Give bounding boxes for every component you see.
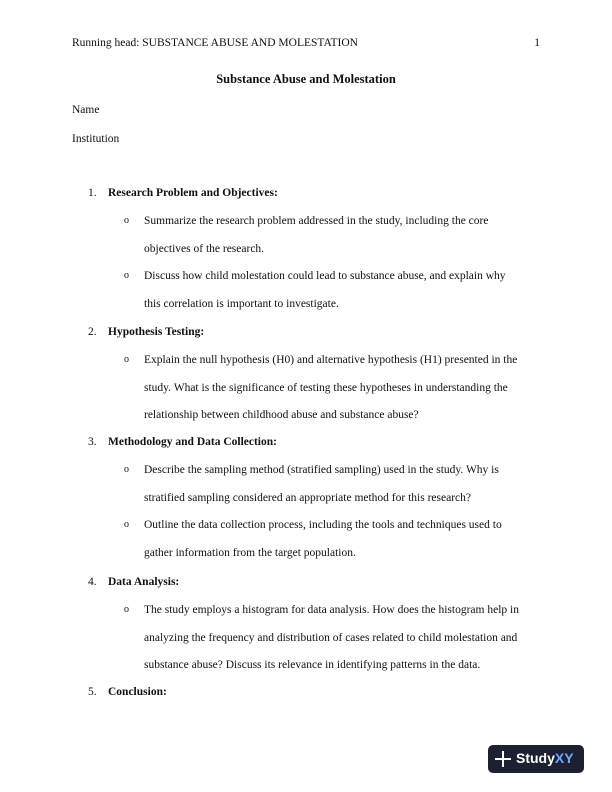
bullet-text-line: stratified sampling considered an appropriate method for this research?	[144, 491, 471, 504]
list-item-number: 1.	[88, 187, 97, 199]
page-number: 1	[534, 37, 540, 49]
plus-icon	[495, 751, 511, 767]
bullet-text-line: relationship between childhood abuse and substance abuse?	[144, 409, 419, 422]
list-item-number: 5.	[88, 686, 97, 698]
list-item-heading	[88, 436, 277, 448]
bullet-text-line: this correlation is important to investigate.	[144, 298, 339, 311]
brand-name	[516, 750, 574, 766]
list-item-number: 4.	[88, 576, 97, 588]
page-header	[72, 37, 540, 53]
bullet-circle-icon: o	[124, 353, 129, 365]
brand-accent: XY	[554, 750, 574, 766]
list-item-number: 2.	[88, 326, 97, 338]
list-item-number: 3.	[88, 436, 97, 448]
bullet-circle-icon: o	[124, 519, 129, 531]
bullet-circle-icon: o	[124, 214, 129, 226]
author-name: Name	[72, 104, 100, 116]
bullet-text-line: substance abuse? Discuss its relevance in identifying patterns in the data.	[144, 659, 481, 672]
bullet-circle-icon: o	[124, 603, 129, 615]
document-title: Substance Abuse and Molestation	[216, 72, 396, 86]
bullet-text-line: Describe the sampling method (stratified sampling) used in the study. Why is	[144, 463, 499, 476]
list-item-heading-text: Hypothesis Testing:	[108, 326, 205, 338]
bullet-text-line: The study employs a histogram for data analysis. How does the histogram help in	[144, 603, 519, 616]
list-item-heading-text: Conclusion:	[108, 686, 167, 698]
bullet-text-line: gather information from the target population.	[144, 547, 356, 560]
list-item-heading	[88, 576, 179, 588]
list-item-heading-text: Data Analysis:	[108, 576, 180, 588]
bullet-circle-icon: o	[124, 463, 129, 475]
bullet-text-line: Explain the null hypothesis (H0) and alternative hypothesis (H1) presented in the	[144, 353, 518, 366]
list-item-heading	[88, 326, 204, 338]
list-item-heading	[88, 187, 278, 199]
list-item-heading-text: Research Problem and Objectives:	[108, 187, 278, 199]
bullet-text-line: objectives of the research.	[144, 242, 265, 255]
bullet-text-line: Summarize the research problem addressed in the study, including the core	[144, 214, 489, 227]
author-institution: Institution	[72, 133, 120, 145]
running-head: Running head: SUBSTANCE ABUSE AND MOLESTATION	[72, 37, 358, 49]
studyxy-logo-badge[interactable]	[488, 745, 584, 773]
list-item-heading	[88, 686, 167, 698]
brand-prefix: Study	[516, 750, 555, 766]
bullet-text-line: study. What is the significance of testing these hypotheses in understanding the	[144, 381, 508, 394]
bullet-text-line: Discuss how child molestation could lead to substance abuse, and explain why	[144, 270, 506, 283]
bullet-text-line: analyzing the frequency and distribution of cases related to child molestation and	[144, 631, 518, 644]
bullet-text-line: Outline the data collection process, including the tools and techniques used to	[144, 519, 502, 532]
bullet-circle-icon: o	[124, 270, 129, 282]
list-item-heading-text: Methodology and Data Collection:	[108, 436, 277, 448]
